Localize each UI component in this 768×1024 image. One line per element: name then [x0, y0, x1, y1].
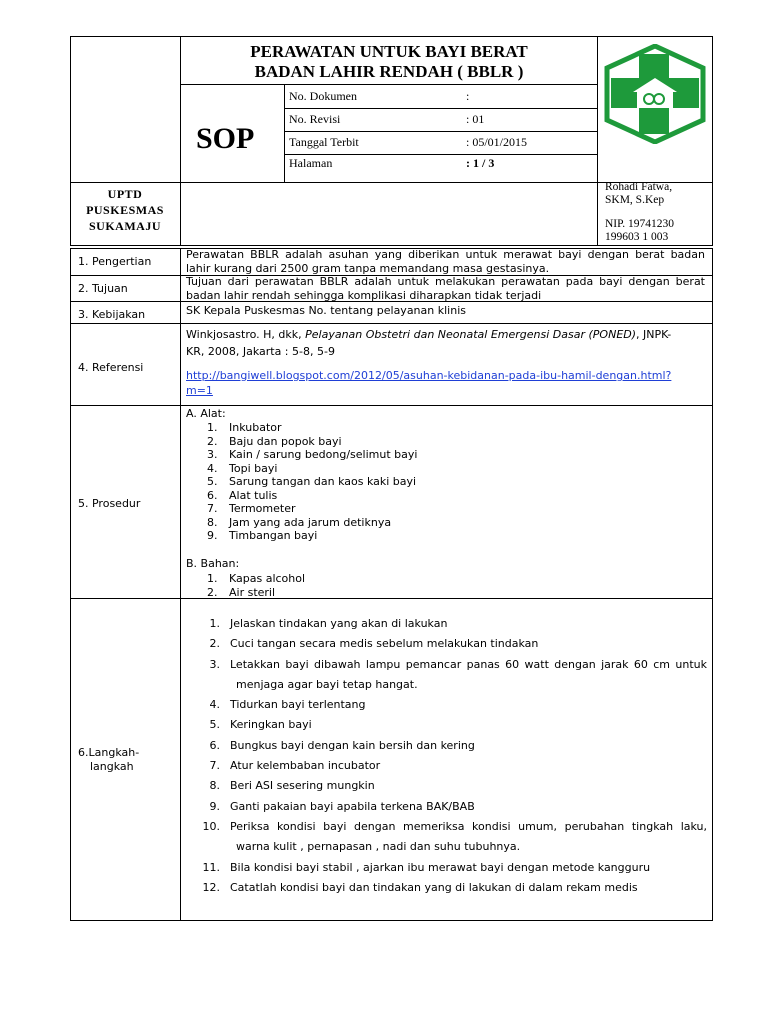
section-label-langkah-2: langkah — [90, 760, 134, 773]
kebijakan-text: SK Kepala Puskesmas No. tentang pelayanan klinis — [186, 304, 466, 317]
section-label-tujuan: 2. Tujuan — [78, 282, 128, 295]
list-item: 3. Kain / sarung bedong/selimut bayi — [207, 448, 418, 461]
org-line-2: PUSKESMAS — [86, 203, 164, 217]
bahan-heading: B. Bahan: — [186, 557, 240, 570]
bahan-list — [207, 572, 305, 599]
list-item: 6. Alat tulis — [207, 488, 278, 502]
step-item: 4. Tidurkan bayi terlentang — [209, 698, 366, 712]
org-line-1: UPTD — [107, 187, 143, 201]
ref-line-2: KR, 2008, Jakarta : 5-8, 5-9 — [186, 345, 335, 358]
meta-label-tanggal: Tanggal Terbit — [289, 135, 359, 149]
section-label-prosedur: 5. Prosedur — [78, 497, 141, 510]
list-item: 4. Topi bayi — [207, 461, 278, 475]
step-item: 6. Bungkus bayi dengan kain bersih dan kering — [209, 738, 475, 752]
meta-value-halaman: : 1 / 3 — [466, 156, 495, 170]
step-item: 9. Ganti pakaian bayi apabila terkena BAK/BAB — [209, 799, 475, 813]
list-item: 2. Baju dan popok bayi — [207, 434, 342, 448]
step-item: 7. Atur kelembaban incubator — [209, 759, 381, 773]
list-item: 8. Jam yang ada jarum detiknya — [207, 515, 392, 529]
pengertian-line-2: lahir kurang dari 2500 gram tanpa memandang masa gestasinya. — [186, 262, 550, 275]
step-item: 8. Beri ASI sesering mungkin — [209, 779, 375, 793]
step-item: 1. Jelaskan tindakan yang akan di lakukan — [209, 617, 448, 630]
document-title-line-2: BADAN LAHIR RENDAH ( BBLR ) — [254, 62, 524, 81]
meta-label-halaman: Halaman — [289, 156, 333, 170]
list-item: 1. Inkubator — [207, 421, 282, 434]
signatory-name: Rohadi Fatwa, — [605, 181, 673, 193]
document-title-line-1: PERAWATAN UNTUK BAYI BERAT — [250, 42, 528, 61]
list-item: 2. Air steril — [207, 585, 276, 599]
ref-publisher: , JNPK- — [636, 328, 672, 341]
ref-book-title: Pelayanan Obstetri dan Neonatal Emergensi Dasar (PONED) — [305, 328, 637, 341]
org-line-3: SUKAMAJU — [89, 219, 161, 233]
meta-value-tanggal: : 05/01/2015 — [466, 135, 528, 149]
ref-link-line-2[interactable]: m=1 — [186, 384, 213, 397]
pengertian-text — [186, 248, 705, 276]
alat-list — [207, 421, 417, 543]
meta-value-revisi: : 01 — [466, 112, 485, 126]
tujuan-line-1: Tujuan dari perawatan BBLR adalah untuk melakukan perawatan pada bayi dengan berat — [186, 275, 705, 288]
step-item: 5. Keringkan bayi — [209, 718, 312, 732]
step-item: 11. Bila kondisi bayi stabil , ajarkan ibu merawat bayi dengan metode kangguru — [202, 860, 651, 874]
meta-label-dokumen: No. Dokumen — [289, 89, 357, 103]
section-label-pengertian: 1. Pengertian — [78, 255, 152, 268]
pengertian-line-1: Perawatan BBLR adalah asuhan yang diberikan untuk merawat bayi dengan berat badan — [186, 248, 705, 261]
list-item: 9. Timbangan bayi — [207, 529, 318, 542]
step-item: 2. Cuci tangan secara medis sebelum melakukan tindakan — [209, 637, 539, 651]
ref-link-line-1[interactable]: http://bangiwell.blogspot.com/2012/05/asuhan-kebidanan-pada-ibu-hamil-dengan.html? — [186, 369, 672, 382]
step-item-continuation: warna kulit , pernapasan , nadi dan suhu tubuhnya. — [236, 840, 521, 854]
meta-label-revisi: No. Revisi — [289, 112, 341, 126]
signatory-nip-1: NIP. 19741230 — [605, 218, 675, 230]
referensi-link[interactable] — [186, 368, 671, 398]
puskesmas-logo-icon — [601, 44, 709, 144]
list-item: 5. Sarung tangan dan kaos kaki bayi — [207, 475, 417, 488]
step-item: 3. Letakkan bayi dibawah lampu pemancar panas 60 watt dengan jarak 60 cm untuk — [209, 657, 707, 671]
list-item: 1. Kapas alcohol — [207, 572, 306, 585]
section-label-kebijakan: 3. Kebijakan — [78, 308, 146, 321]
section-label-langkah-1: 6.Langkah- — [78, 746, 140, 759]
step-item: 10. Periksa kondisi bayi dengan memeriksa kondisi umum, perubahan tingkah laku, — [202, 819, 707, 833]
steps-list — [180, 614, 707, 898]
list-item: 7. Termometer — [207, 502, 296, 515]
signatory-degree: SKM, S.Kep — [605, 194, 665, 206]
tujuan-text — [186, 275, 705, 303]
meta-value-dokumen: : — [466, 89, 470, 103]
step-item-continuation: menjaga agar bayi tetap hangat. — [236, 677, 418, 691]
sop-label: SOP — [196, 122, 255, 155]
step-item: 12. Catatlah kondisi bayi dan tindakan yang di lakukan di dalam rekam medis — [202, 880, 638, 894]
alat-heading: A. Alat: — [186, 407, 226, 420]
ref-authors: Winkjosastro. H, dkk, — [186, 328, 306, 341]
section-label-referensi: 4. Referensi — [78, 361, 144, 374]
signatory-nip-2: 199603 1 003 — [605, 231, 669, 243]
referensi-citation — [186, 326, 705, 360]
tujuan-line-2: badan lahir rendah sehingga komplikasi diharapkan tidak terjadi — [186, 289, 542, 302]
